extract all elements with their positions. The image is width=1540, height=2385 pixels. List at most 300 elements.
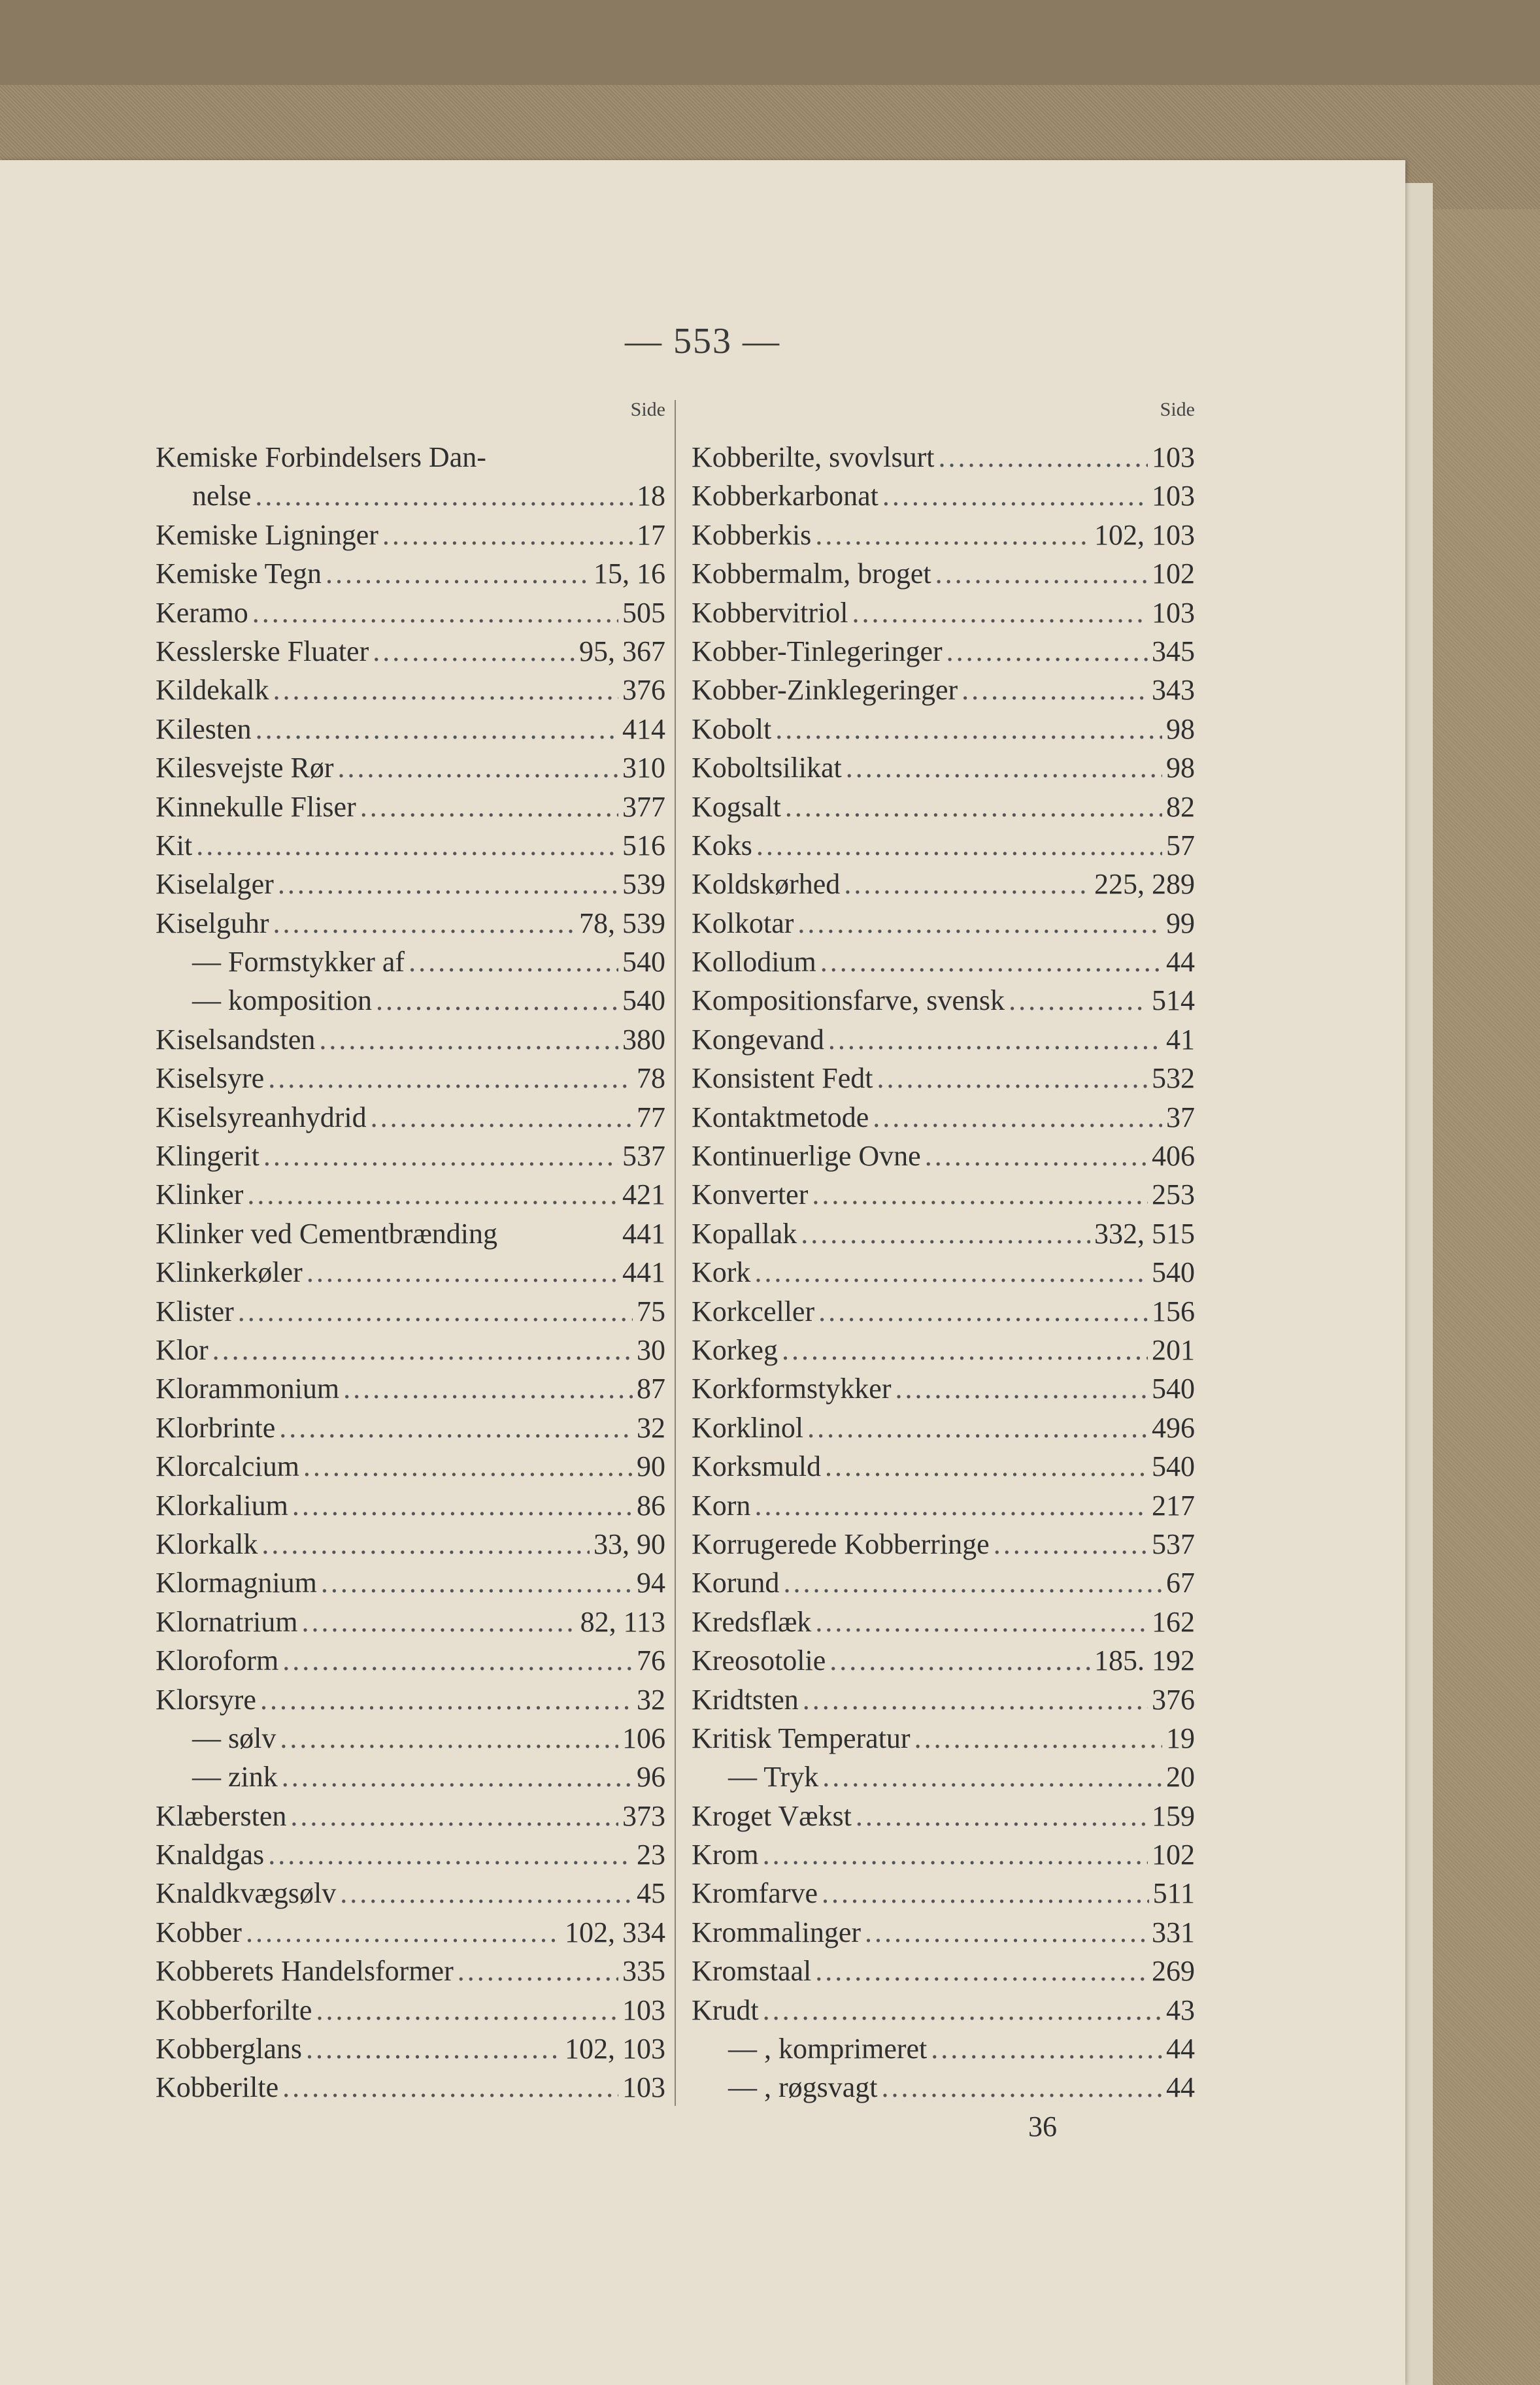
- dot-leader: [797, 904, 1162, 942]
- index-term: Kiselalger: [156, 868, 274, 901]
- dot-leader: [754, 1486, 1148, 1525]
- index-term: Kilesvejste Rør: [156, 752, 334, 784]
- page-reference: 44: [1166, 2071, 1195, 2104]
- index-entry: [692, 748, 1195, 787]
- page-reference: 540: [622, 984, 665, 1017]
- page-reference: 23: [637, 1839, 665, 1871]
- page-reference: 102, 103: [565, 2033, 665, 2065]
- dot-leader: [196, 826, 618, 865]
- page-reference: 32: [637, 1683, 665, 1716]
- index-term: Klormagnium: [156, 1567, 317, 1599]
- page-reference: 514: [1152, 984, 1195, 1017]
- page-reference: 67: [1166, 1567, 1195, 1599]
- dot-leader: [280, 1719, 618, 1758]
- signature-mark: 36: [1028, 2110, 1057, 2143]
- index-term: Kogsalt: [692, 790, 781, 823]
- dot-leader: [825, 1447, 1148, 1486]
- dot-leader: [775, 710, 1162, 748]
- index-term: Klinker ved Cementbrænding: [156, 1217, 498, 1250]
- dot-leader: [844, 865, 1090, 903]
- index-entry: [156, 438, 665, 476]
- index-term: Klister: [156, 1295, 234, 1327]
- index-term: Kobbervitriol: [692, 596, 848, 629]
- page-reference: 225, 289: [1094, 868, 1195, 901]
- page-reference: 380: [622, 1023, 665, 1056]
- index-entry: [156, 632, 665, 671]
- index-entry: [692, 1253, 1195, 1292]
- dot-leader: [247, 1175, 618, 1214]
- page-reference: 376: [1152, 1683, 1195, 1716]
- index-term: Kridtsten: [692, 1683, 799, 1716]
- dot-leader: [373, 632, 575, 671]
- dot-leader: [763, 1835, 1148, 1874]
- index-entry: [692, 1486, 1195, 1525]
- dot-leader: [292, 1486, 633, 1525]
- page-reference: 15, 16: [594, 558, 665, 590]
- page-reference: 185. 192: [1094, 1644, 1195, 1677]
- index-entry: [156, 748, 665, 787]
- page-reference: 44: [1166, 2033, 1195, 2065]
- index-entry: [692, 1525, 1195, 1563]
- index-term: Kontaktmetode: [692, 1101, 869, 1133]
- index-term: Knaldkvægsølv: [156, 1877, 337, 1910]
- index-term: Kiselguhr: [156, 907, 269, 939]
- index-entry: [156, 1175, 665, 1214]
- page-reference: 41: [1166, 1023, 1195, 1056]
- index-term: Koboltsilikat: [692, 752, 842, 784]
- page-reference: 406: [1152, 1140, 1195, 1173]
- dot-leader: [371, 1098, 633, 1137]
- page-reference: 30: [637, 1333, 665, 1366]
- index-entry: [156, 1369, 665, 1408]
- index-term: Kinnekulle Fliser: [156, 790, 356, 823]
- dot-leader: [822, 1758, 1162, 1796]
- index-term: Klor: [156, 1333, 209, 1366]
- dot-leader: [1009, 981, 1148, 1020]
- page-reference: 98: [1166, 712, 1195, 745]
- dot-leader: [252, 593, 618, 632]
- index-entry: [156, 1253, 665, 1292]
- page-reference: 540: [622, 946, 665, 978]
- index-entry: [692, 826, 1195, 865]
- index-entry: [692, 593, 1195, 632]
- dot-leader: [822, 1874, 1149, 1912]
- index-entry: [156, 1137, 665, 1175]
- index-term: Klorsyre: [156, 1683, 256, 1716]
- index-term: — Tryk: [728, 1761, 819, 1793]
- index-term: Kritisk Temperatur: [692, 1722, 911, 1754]
- page-reference: 43: [1166, 1993, 1195, 2026]
- dot-leader: [856, 1797, 1148, 1835]
- index-entry: [692, 1991, 1195, 2029]
- dot-leader: [319, 1020, 618, 1059]
- index-term: Konsistent Fedt: [692, 1062, 873, 1095]
- index-term: nelse: [192, 480, 252, 512]
- index-entry: [156, 1719, 665, 1758]
- page-reference: 86: [637, 1489, 665, 1522]
- side-header-left: Side: [630, 399, 665, 420]
- index-term: Krudt: [692, 1993, 759, 2026]
- page-reference: 421: [622, 1178, 665, 1211]
- index-entry: [156, 1409, 665, 1447]
- dot-leader: [807, 1409, 1148, 1447]
- dot-leader: [914, 1719, 1162, 1758]
- index-term: Keramo: [156, 596, 248, 629]
- index-term: Kobberets Handelsformer: [156, 1955, 454, 1988]
- index-term: Kit: [156, 829, 193, 861]
- page-reference: 103: [1152, 596, 1195, 629]
- index-entry: [156, 788, 665, 826]
- index-term: Kromstaal: [692, 1955, 812, 1988]
- index-entry: [156, 476, 665, 515]
- index-entry: [156, 1874, 665, 1912]
- index-term: Kobberforilte: [156, 1993, 312, 2026]
- index-term: Kiselsyreanhydrid: [156, 1101, 367, 1133]
- index-entry: [692, 1020, 1195, 1059]
- dot-leader: [754, 1253, 1148, 1292]
- index-term: Korund: [692, 1567, 780, 1599]
- page-number: — 553 —: [625, 321, 780, 361]
- dot-leader: [896, 1369, 1148, 1408]
- index-entry: [156, 2068, 665, 2107]
- index-term: Kongevand: [692, 1023, 824, 1056]
- dot-leader: [256, 710, 618, 748]
- index-term: Kreosotolie: [692, 1644, 826, 1677]
- dot-leader: [829, 1641, 1090, 1680]
- index-entry: [692, 1137, 1195, 1175]
- index-entry: [156, 1020, 665, 1059]
- page-reference: 376: [622, 674, 665, 707]
- dot-leader: [882, 2068, 1162, 2107]
- index-entry: [692, 516, 1195, 554]
- index-term: Korksmuld: [692, 1450, 821, 1483]
- index-entry: [156, 1447, 665, 1486]
- index-entry: [156, 826, 665, 865]
- index-entry: [692, 904, 1195, 942]
- index-entry: [156, 1680, 665, 1719]
- index-entry: [692, 1641, 1195, 1680]
- index-entry: [156, 1098, 665, 1137]
- page-reference: 33, 90: [594, 1527, 665, 1560]
- page-reference: 156: [1152, 1295, 1195, 1327]
- page-reference: 18: [637, 480, 665, 512]
- index-term: Knaldgas: [156, 1839, 265, 1871]
- index-term: Kemiske Ligninger: [156, 518, 378, 551]
- dot-leader: [925, 1137, 1148, 1175]
- page-reference: 505: [622, 596, 665, 629]
- index-term: Klorkalk: [156, 1527, 258, 1560]
- index-term: Kompositionsfarve, svensk: [692, 984, 1005, 1017]
- index-term: Koldskørhed: [692, 868, 841, 901]
- page-reference: 345: [1152, 635, 1195, 667]
- index-entry: [156, 1797, 665, 1835]
- index-term: Kiselsandsten: [156, 1023, 316, 1056]
- dot-leader: [815, 1952, 1148, 1990]
- index-entry: [692, 1331, 1195, 1369]
- dot-leader: [338, 748, 618, 787]
- index-entry: [692, 1098, 1195, 1137]
- page-reference: 98: [1166, 752, 1195, 784]
- page-reference: 102, 103: [1094, 518, 1195, 551]
- index-entry: [692, 981, 1195, 1020]
- index-term: Kilesten: [156, 712, 252, 745]
- index-entry: [692, 1758, 1195, 1796]
- page-reference: 103: [622, 2071, 665, 2104]
- index-term: — komposition: [192, 984, 373, 1017]
- page-reference: 76: [637, 1644, 665, 1677]
- page-reference: 103: [622, 1993, 665, 2026]
- page-reference: 17: [637, 518, 665, 551]
- page-reference: 20: [1166, 1761, 1195, 1793]
- index-term: Kloroform: [156, 1644, 279, 1677]
- page-reference: 532: [1152, 1062, 1195, 1095]
- index-term: — , komprimeret: [728, 2033, 928, 2065]
- index-term: — , røgsvagt: [728, 2071, 878, 2104]
- page-reference: 537: [622, 1140, 665, 1173]
- page-reference: 441: [622, 1256, 665, 1289]
- index-term: Klinkerkøler: [156, 1256, 303, 1289]
- index-entry: [156, 671, 665, 709]
- dot-leader: [268, 1835, 633, 1874]
- side-header-right: Side: [1160, 399, 1195, 420]
- page-reference: 516: [622, 829, 665, 861]
- index-entry: [156, 1525, 665, 1563]
- index-entry: [692, 1952, 1195, 1990]
- dot-leader: [316, 1991, 618, 2029]
- index-entry: [692, 476, 1195, 515]
- index-term: Korkceller: [692, 1295, 815, 1327]
- dot-leader: [818, 1292, 1148, 1331]
- index-entry: [156, 1059, 665, 1097]
- dot-leader: [852, 593, 1148, 632]
- index-term: Kobberglans: [156, 2033, 303, 2065]
- dot-leader: [260, 1680, 633, 1719]
- page-reference: 537: [1152, 1527, 1195, 1560]
- index-entry: [692, 1719, 1195, 1758]
- index-term: — zink: [192, 1761, 278, 1793]
- page-reference: 102: [1152, 1839, 1195, 1871]
- index-term: Kemiske Forbindelsers Dan-: [156, 441, 486, 473]
- dot-leader: [273, 904, 575, 942]
- index-term: Kobber-Zinklegeringer: [692, 674, 958, 707]
- index-entry: [692, 942, 1195, 981]
- page-reference: 45: [637, 1877, 665, 1910]
- dot-leader: [360, 788, 618, 826]
- page-reference: 32: [637, 1411, 665, 1444]
- page-reference: 99: [1166, 907, 1195, 939]
- page-reference: 44: [1166, 946, 1195, 978]
- index-entry: [692, 1292, 1195, 1331]
- page-reference: 331: [1152, 1916, 1195, 1948]
- page-reference: 78, 539: [579, 907, 665, 939]
- dot-leader: [263, 1137, 618, 1175]
- page-reference: 414: [622, 712, 665, 745]
- index-entry: [692, 554, 1195, 593]
- dot-leader: [246, 1913, 561, 1952]
- index-term: Kredsflæk: [692, 1605, 812, 1638]
- page-reference: 310: [622, 752, 665, 784]
- index-entry: [692, 1797, 1195, 1835]
- index-term: Kroget Vækst: [692, 1799, 852, 1832]
- page-reference: 103: [1152, 441, 1195, 473]
- index-entry: [692, 1563, 1195, 1602]
- page-reference: 540: [1152, 1256, 1195, 1289]
- dot-leader: [261, 1525, 590, 1563]
- index-entry: [156, 1214, 665, 1253]
- dot-leader: [939, 438, 1148, 476]
- page-reference: 335: [622, 1955, 665, 1988]
- page-edge: [1405, 183, 1433, 2385]
- index-entry: [692, 1603, 1195, 1641]
- dot-leader: [783, 1563, 1162, 1602]
- dot-leader: [846, 748, 1162, 787]
- dot-leader: [865, 1913, 1148, 1952]
- index-entry: [156, 710, 665, 748]
- index-term: Kobolt: [692, 712, 772, 745]
- index-term: Kolkotar: [692, 907, 794, 939]
- dot-leader: [255, 476, 633, 515]
- index-entry: [692, 2068, 1195, 2107]
- dot-leader: [935, 554, 1148, 593]
- index-term: Klingerit: [156, 1140, 259, 1173]
- dot-leader: [268, 1059, 633, 1097]
- index-term: Kemiske Tegn: [156, 558, 322, 590]
- page-reference: 90: [637, 1450, 665, 1483]
- index-term: Kildekalk: [156, 674, 269, 707]
- index-entry: [692, 1447, 1195, 1486]
- index-entry: [156, 516, 665, 554]
- index-term: Klorkalium: [156, 1489, 288, 1522]
- index-term: Korrugerede Kobberringe: [692, 1527, 990, 1560]
- index-term: — Formstykker af: [192, 946, 405, 978]
- index-entry: [156, 1292, 665, 1331]
- index-entry: [156, 2029, 665, 2068]
- dot-leader: [946, 632, 1148, 671]
- index-term: Kromfarve: [692, 1877, 818, 1910]
- page-reference: 94: [637, 1567, 665, 1599]
- dot-leader: [931, 2029, 1162, 2068]
- index-entry: [692, 1913, 1195, 1952]
- index-term: Klorbrinte: [156, 1411, 276, 1444]
- index-term: Klorammonium: [156, 1373, 340, 1405]
- index-entry: [692, 2029, 1195, 2068]
- dot-leader: [820, 942, 1162, 981]
- page-reference: 87: [637, 1373, 665, 1405]
- index-entry: [692, 1175, 1195, 1214]
- dot-leader: [801, 1214, 1090, 1253]
- index-column-right: [692, 399, 1195, 2107]
- index-term: Kork: [692, 1256, 751, 1289]
- page-reference: 441: [622, 1217, 665, 1250]
- dot-leader: [238, 1292, 633, 1331]
- page-reference: 102: [1152, 558, 1195, 590]
- page-reference: 162: [1152, 1605, 1195, 1638]
- index-entry: [156, 1913, 665, 1952]
- dot-leader: [382, 516, 633, 554]
- dot-leader: [409, 942, 618, 981]
- page-reference: 373: [622, 1799, 665, 1832]
- dot-leader: [756, 826, 1162, 865]
- index-term: Kiselsyre: [156, 1062, 265, 1095]
- index-column-left: [156, 399, 665, 2107]
- dot-leader: [763, 1991, 1162, 2029]
- page-reference: 253: [1152, 1178, 1195, 1211]
- page-reference: 77: [637, 1101, 665, 1133]
- page-reference: 37: [1166, 1101, 1195, 1133]
- dot-leader: [815, 516, 1090, 554]
- index-term: Koks: [692, 829, 752, 861]
- index-term: Klæbersten: [156, 1799, 287, 1832]
- dot-leader: [782, 1331, 1148, 1369]
- index-entries-right: [692, 438, 1195, 2107]
- page-reference: 332, 515: [1094, 1217, 1195, 1250]
- dot-leader: [376, 981, 618, 1020]
- dot-leader: [785, 788, 1162, 826]
- index-entry: [156, 942, 665, 981]
- page-reference: 496: [1152, 1411, 1195, 1444]
- index-term: Kobberkis: [692, 518, 812, 551]
- page-reference: 377: [622, 790, 665, 823]
- index-entry: [156, 981, 665, 1020]
- dot-leader: [877, 1059, 1148, 1097]
- page-reference: 539: [622, 868, 665, 901]
- index-entry: [156, 593, 665, 632]
- page-reference: 540: [1152, 1450, 1195, 1483]
- index-term: Kesslerske Fluater: [156, 635, 369, 667]
- index-term: Kollodium: [692, 946, 816, 978]
- index-entry: [156, 1331, 665, 1369]
- index-entries-left: [156, 438, 665, 2107]
- column-divider: [675, 400, 676, 2106]
- index-entry: [692, 1409, 1195, 1447]
- dot-leader: [326, 554, 590, 593]
- dot-leader: [303, 1447, 633, 1486]
- dot-leader: [306, 2029, 561, 2068]
- index-entry: [156, 1486, 665, 1525]
- dot-leader: [273, 671, 618, 709]
- page-reference: 102, 334: [565, 1916, 665, 1948]
- page-reference: 75: [637, 1295, 665, 1327]
- dot-leader: [279, 1409, 633, 1447]
- index-entry: [692, 1835, 1195, 1874]
- dot-leader: [340, 1874, 633, 1912]
- index-entry: [156, 554, 665, 593]
- page-reference: 103: [1152, 480, 1195, 512]
- index-entry: [156, 1952, 665, 1990]
- dot-leader: [282, 1758, 633, 1796]
- page-reference: 19: [1166, 1722, 1195, 1754]
- dot-leader: [282, 1641, 633, 1680]
- dot-leader: [803, 1680, 1148, 1719]
- page-reference: 159: [1152, 1799, 1195, 1832]
- index-term: Kobbermalm, broget: [692, 558, 931, 590]
- page-reference: 343: [1152, 674, 1195, 707]
- index-term: Klornatrium: [156, 1605, 298, 1638]
- page-reference: 217: [1152, 1489, 1195, 1522]
- index-entry: [156, 1758, 665, 1796]
- index-entry: [692, 438, 1195, 476]
- index-entry: [692, 1680, 1195, 1719]
- index-entry: [156, 1835, 665, 1874]
- index-term: — sølv: [192, 1722, 276, 1754]
- dot-leader: [321, 1563, 633, 1602]
- index-term: Kontinuerlige Ovne: [692, 1140, 921, 1173]
- dot-leader: [212, 1331, 633, 1369]
- page-reference: 201: [1152, 1333, 1195, 1366]
- page-reference: 269: [1152, 1955, 1195, 1988]
- index-term: Klinker: [156, 1178, 244, 1211]
- dot-leader: [882, 476, 1148, 515]
